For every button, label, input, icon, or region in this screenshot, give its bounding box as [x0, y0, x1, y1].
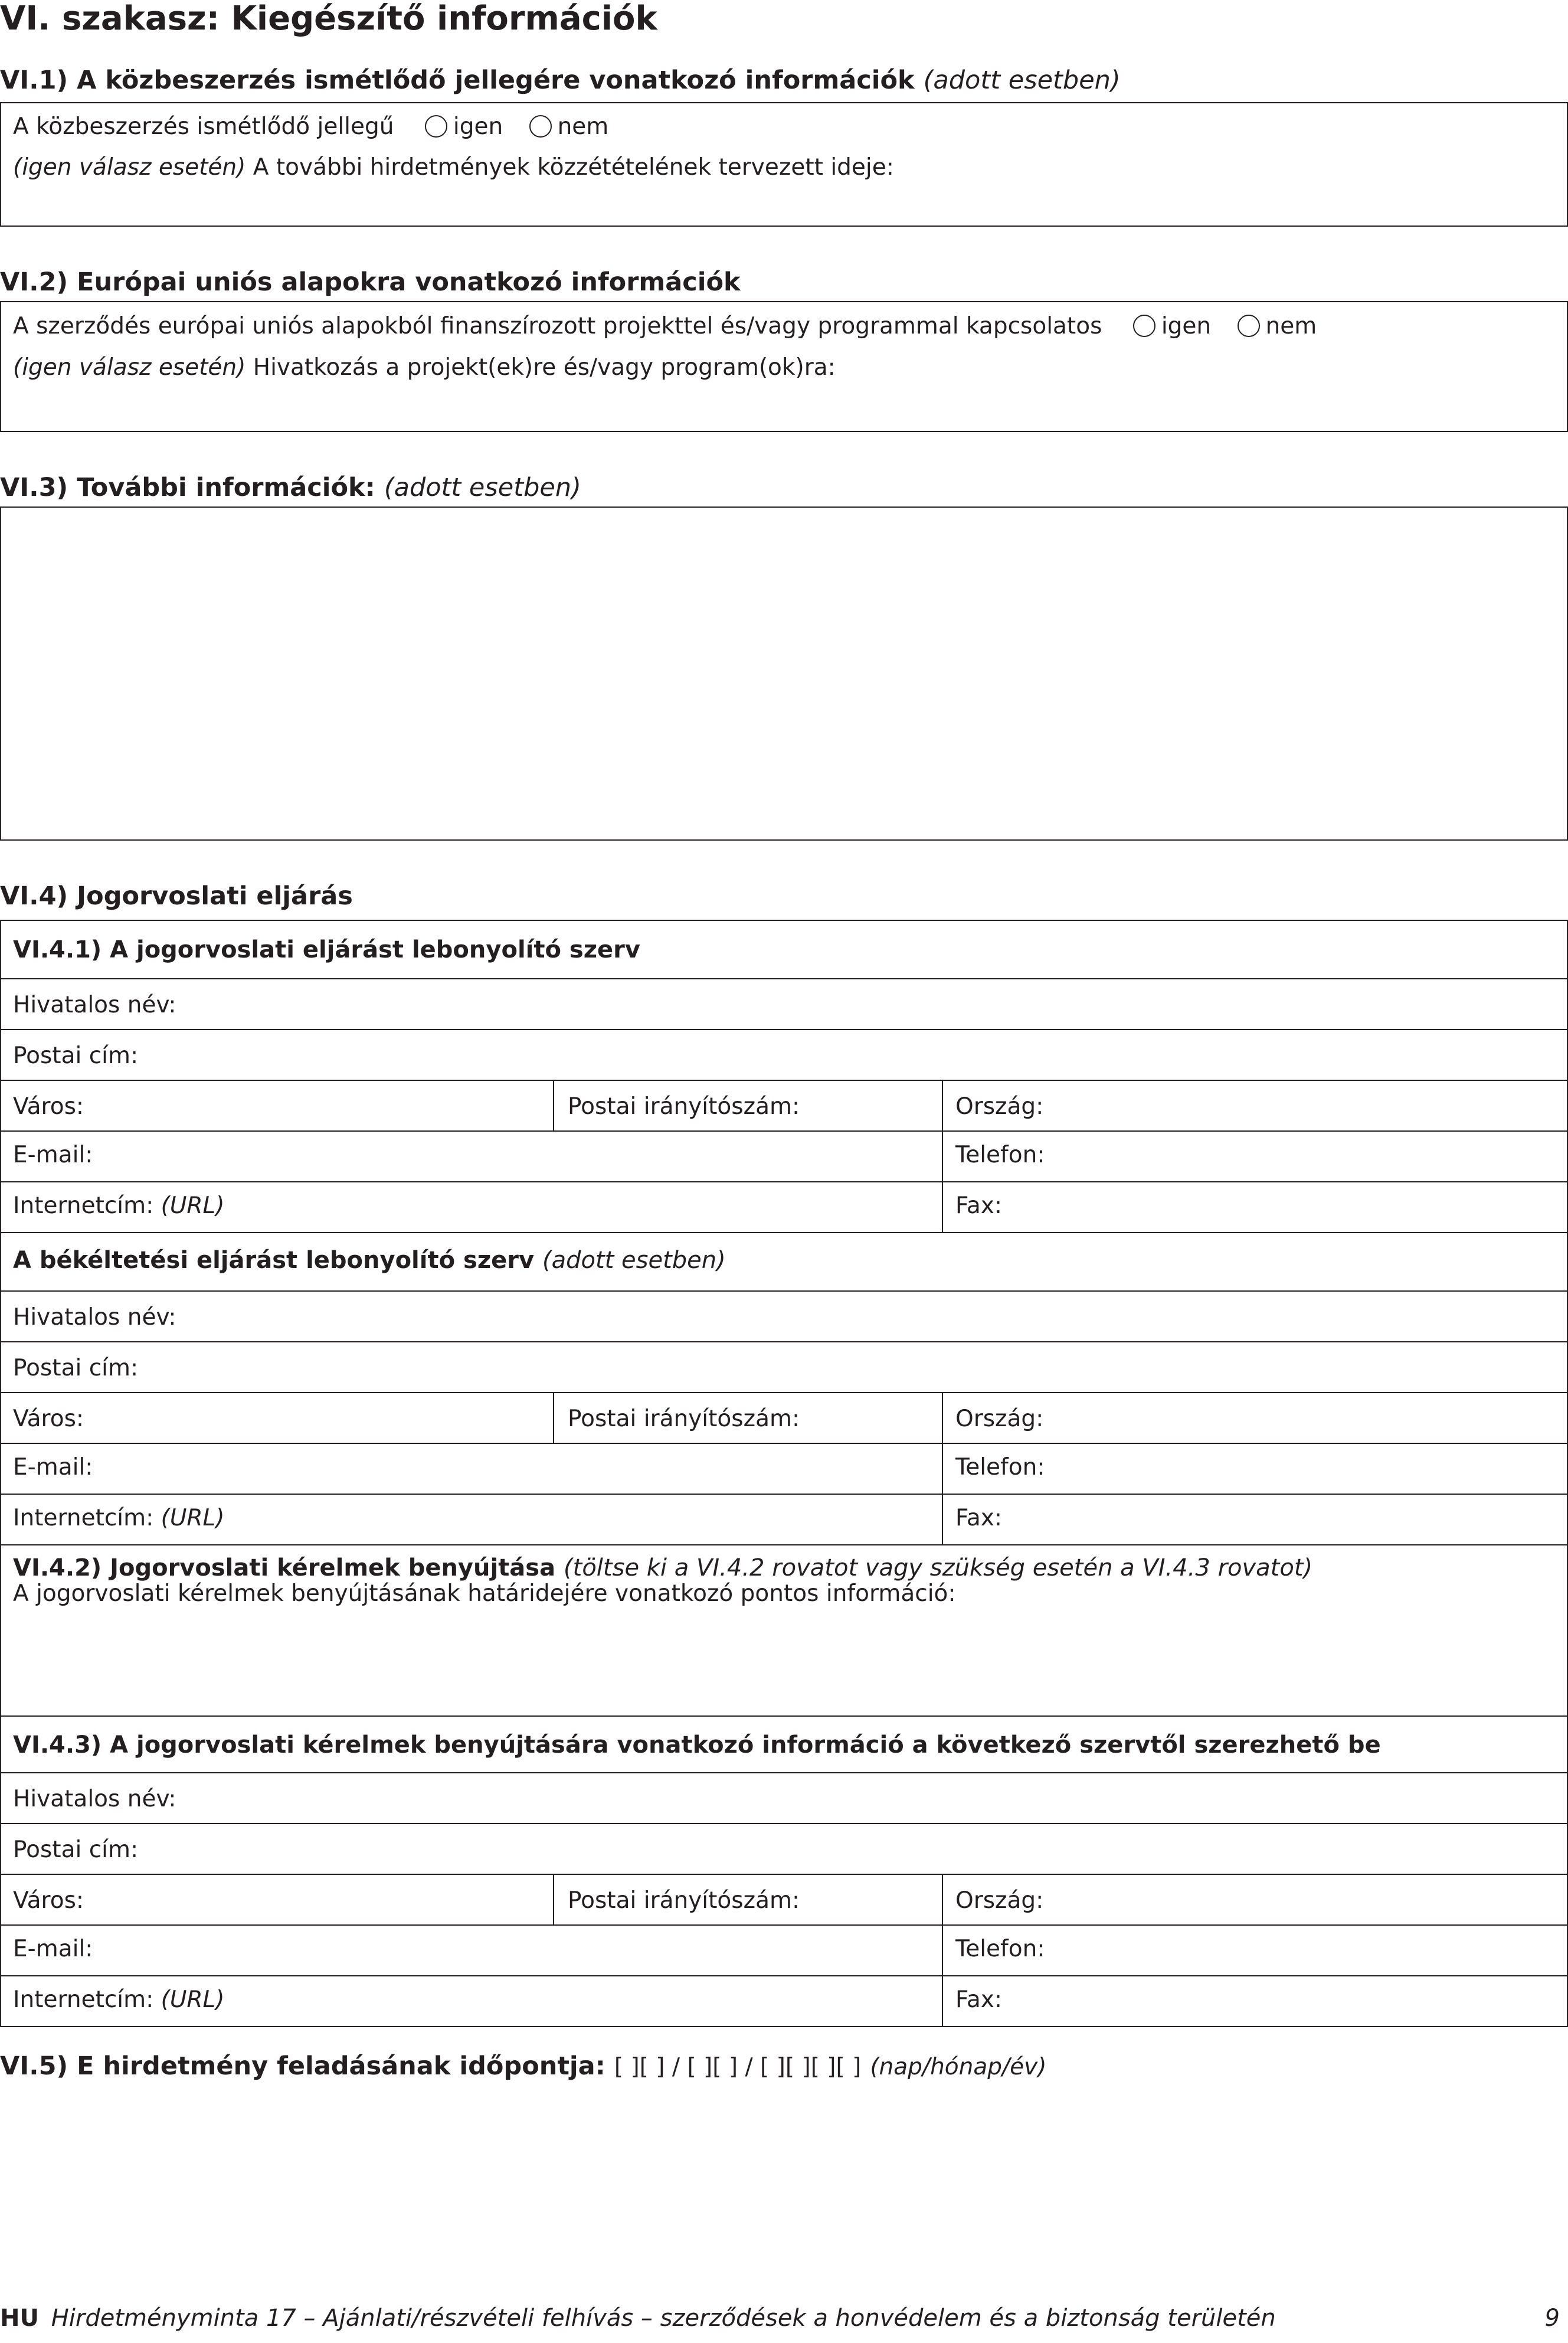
vi5-date-field[interactable]: [ ][ ] / [ ][ ] / [ ][ ][ ][ ]	[614, 2054, 862, 2080]
vi41-city-label: Város:	[13, 1093, 84, 1120]
vi43-internet-text: Internetcím:	[13, 1986, 154, 2013]
vi43-name-row[interactable]	[1, 1773, 1568, 1824]
vi41-internet-row	[1, 1182, 1568, 1233]
bek-internet-row	[1, 1495, 1568, 1545]
vi4-heading: VI.4) Jogorvoslati eljárás	[0, 881, 353, 911]
vi5-heading-text: VI.5) E hirdetmény feladásának időpontja:	[0, 2051, 605, 2081]
vi41-country-label: Ország:	[955, 1093, 1044, 1120]
bek-phone-label: Telefon:	[955, 1454, 1045, 1481]
bek-internet-text: Internetcím:	[13, 1505, 154, 1531]
footer-lang: HU	[0, 2305, 39, 2332]
vi42-row[interactable]	[1, 1545, 1568, 1717]
bek-city-row	[1, 1393, 1568, 1444]
vi2-no-label: nem	[1265, 313, 1317, 339]
divider	[942, 1182, 943, 1232]
divider	[942, 1444, 943, 1494]
vi2-line2	[13, 354, 836, 382]
divider	[942, 1926, 943, 1975]
divider	[942, 1393, 943, 1443]
vi1-radio-no[interactable]	[529, 115, 552, 138]
vi2-line2-text: Hivatkozás a projekt(ek)re és/vagy program(ok)ra:	[253, 354, 836, 381]
vi43-internet-row	[1, 1976, 1568, 2027]
bek-email-label: E-mail:	[13, 1454, 93, 1481]
vi43-city-row	[1, 1875, 1568, 1926]
vi1-no-label: nem	[557, 113, 609, 140]
vi41-internet-label	[13, 1192, 224, 1220]
footer-page-number: 9	[1544, 2305, 1560, 2332]
bek-postcode-label: Postai irányítószám:	[568, 1406, 800, 1432]
vi41-city-row	[1, 1081, 1568, 1132]
vi41-heading-row	[1, 921, 1568, 979]
vi43-internet-url: (URL)	[161, 1986, 225, 2013]
vi1-recurring-label: A közbeszerzés ismétlődő jellegű	[13, 113, 394, 140]
vi1-line2-prefix: (igen válasz esetén)	[13, 154, 246, 181]
vi1-yes-label: igen	[453, 113, 503, 140]
vi41-internet-url: (URL)	[161, 1192, 225, 1219]
vi42-heading-note: (töltse ki a VI.4.2 rovatot vagy szükség esetén a VI.4.3 rovatot)	[564, 1554, 1313, 1581]
vi43-address-label: Postai cím:	[13, 1837, 139, 1863]
vi2-heading: VI.2) Európai uniós alapokra vonatkozó információk	[0, 267, 741, 297]
vi43-city-label: Város:	[13, 1887, 84, 1914]
vi5-date-format: (nap/hónap/év)	[870, 2054, 1047, 2080]
vi42-heading-text: VI.4.2) Jogorvoslati kérelmek benyújtása	[13, 1554, 556, 1581]
vi41-name-label: Hivatalos név:	[13, 992, 176, 1018]
vi1-radio-yes[interactable]	[425, 115, 447, 138]
vi42-heading	[13, 1554, 1312, 1582]
vi41-address-label: Postai cím:	[13, 1043, 139, 1069]
vi43-postcode-label: Postai irányítószám:	[568, 1887, 800, 1914]
vi2-line1	[13, 312, 1317, 341]
vi42-text: A jogorvoslati kérelmek benyújtásának határidejére vonatkozó pontos információ:	[13, 1580, 956, 1607]
vi43-heading-row	[1, 1717, 1568, 1773]
vi3-heading-note: (adott esetben)	[384, 473, 581, 502]
vi41-heading: VI.4.1) A jogorvoslati eljárást lebonyolító szerv	[13, 936, 640, 963]
footer-title: Hirdetményminta 17 – Ajánlati/részvételi felhívás – szerződések a honvédelem és a biztonság területén	[51, 2305, 1276, 2332]
section-title: VI. szakasz: Kiegészítő információk	[0, 0, 657, 38]
bek-city-label: Város:	[13, 1406, 84, 1432]
divider	[553, 1081, 554, 1130]
divider	[942, 1976, 943, 2026]
divider	[553, 1393, 554, 1443]
divider	[942, 1495, 943, 1544]
vi2-eu-funds-label: A szerződés európai uniós alapokból finanszírozott projekttel és/vagy programmal kapcsolatos	[13, 313, 1102, 339]
vi43-internet-label	[13, 1986, 224, 2014]
vi1-line1	[13, 113, 608, 141]
page-footer	[0, 2304, 1568, 2332]
bek-country-label: Ország:	[955, 1406, 1044, 1432]
vi43-address-row[interactable]	[1, 1824, 1568, 1875]
vi2-radio-yes[interactable]	[1133, 315, 1155, 337]
vi43-email-label: E-mail:	[13, 1936, 93, 1962]
vi2-box	[0, 301, 1568, 432]
vi3-textarea[interactable]	[0, 506, 1568, 841]
bek-address-label: Postai cím:	[13, 1355, 139, 1381]
bek-heading	[13, 1246, 726, 1275]
divider	[942, 1081, 943, 1130]
divider	[942, 1875, 943, 1924]
vi2-yes-label: igen	[1161, 313, 1212, 339]
vi43-name-label: Hivatalos név:	[13, 1786, 176, 1812]
bek-heading-row	[1, 1233, 1568, 1292]
vi1-line2	[13, 153, 894, 182]
divider	[553, 1875, 554, 1924]
vi43-email-row	[1, 1926, 1568, 1976]
vi41-internet-text: Internetcím:	[13, 1192, 154, 1219]
vi43-phone-label: Telefon:	[955, 1936, 1045, 1962]
bek-address-row[interactable]	[1, 1342, 1568, 1393]
vi1-heading-note: (adott esetben)	[923, 66, 1121, 95]
bek-name-label: Hivatalos név:	[13, 1304, 176, 1331]
vi43-country-label: Ország:	[955, 1887, 1044, 1914]
vi1-box	[0, 102, 1568, 227]
vi4-table	[0, 920, 1568, 2027]
vi41-name-row[interactable]	[1, 979, 1568, 1030]
bek-internet-url: (URL)	[161, 1505, 225, 1531]
vi1-heading-text: VI.1) A közbeszerzés ismétlődő jellegére vonatkozó információk	[0, 66, 915, 95]
vi5-heading	[0, 2051, 1046, 2081]
vi41-email-row	[1, 1132, 1568, 1182]
vi3-heading-text: VI.3) További információk:	[0, 473, 375, 502]
bek-heading-note: (adott esetben)	[542, 1247, 726, 1274]
vi3-heading	[0, 472, 581, 503]
vi2-line2-prefix: (igen válasz esetén)	[13, 354, 246, 381]
vi1-heading	[0, 65, 1121, 96]
vi1-line2-text: A további hirdetmények közzétételének tervezett ideje:	[253, 154, 894, 181]
divider	[942, 1132, 943, 1181]
bek-heading-text: A békéltetési eljárást lebonyolító szerv	[13, 1247, 535, 1274]
vi43-fax-label: Fax:	[955, 1986, 1002, 2013]
vi41-email-label: E-mail:	[13, 1142, 93, 1168]
bek-fax-label: Fax:	[955, 1505, 1002, 1531]
vi41-postcode-label: Postai irányítószám:	[568, 1093, 800, 1120]
vi43-heading: VI.4.3) A jogorvoslati kérelmek benyújtására vonatkozó információ a következő szervtől szerezhető be	[13, 1731, 1381, 1759]
bek-name-row[interactable]	[1, 1292, 1568, 1342]
bek-email-row	[1, 1444, 1568, 1495]
vi2-radio-no[interactable]	[1238, 315, 1260, 337]
vi41-fax-label: Fax:	[955, 1192, 1002, 1219]
vi41-phone-label: Telefon:	[955, 1142, 1045, 1168]
bek-internet-label	[13, 1504, 224, 1532]
vi41-address-row[interactable]	[1, 1030, 1568, 1081]
